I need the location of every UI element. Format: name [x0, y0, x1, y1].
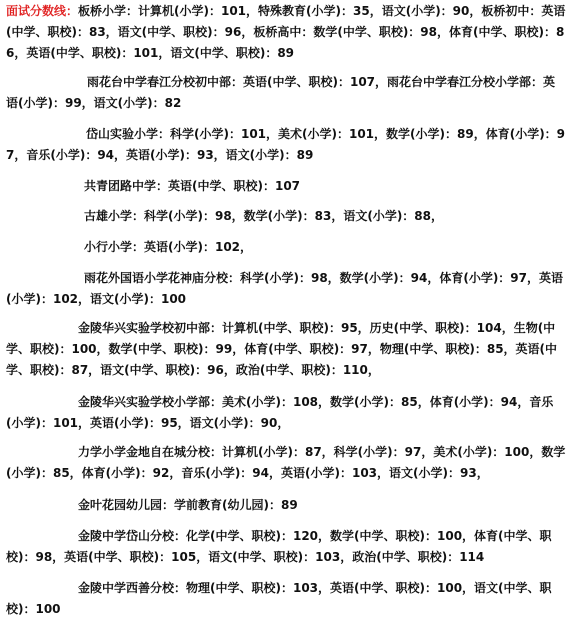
- paragraph-guxiong: 古雄小学：科学(小学)：98，数学(小学)：83，语文(小学)：88，: [84, 209, 444, 223]
- paragraph-yuhua-foreign: 雨花外国语小学花神庙分校：科学(小学)：98，数学(小学)：94，体育(小学)：97，英语(小学)：102，语文(小学)：100: [6, 271, 564, 306]
- paragraph-daishan-primary: 岱山实验小学：科学(小学)：101，美术(小学)：101，数学(小学)：89，体育(小学)：97，音乐(小学)：94，英语(小学)：93，语文(小学)：89: [6, 127, 566, 162]
- paragraph-xiaohang: 小行小学：英语(小学)：102，: [84, 240, 253, 254]
- paragraph-yuhuatai-chunjiang: 雨花台中学春江分校初中部：英语(中学、职校)：107，雨花台中学春江分校小学部：英语(小学)：99，语文(小学)：82: [6, 75, 556, 110]
- paragraph-huaxing-middle: 金陵华兴实验学校初中部：计算机(中学、职校)：95，历史(中学、职校)：104，生物(中学、职校)：100，数学(中学、职校)：99，体育(中学、职校)：97，物理(中学、职校)：85，英语(中学、职校)：87，语文(中学、职校)：96，政治(中学、职校)：110，: [6, 321, 558, 377]
- paragraph-huaxing-primary: 金陵华兴实验学校小学部：美术(小学)：108，数学(小学)：85，体育(小学)：94，音乐(小学)：101，英语(小学)：95，语文(小学)：90，: [6, 395, 554, 430]
- paragraph-gongqingtuanlu: 共青团路中学：英语(中学、职校)：107: [84, 179, 301, 193]
- paragraph-jinling-xishan: 金陵中学西善分校：物理(中学、职校)：103，英语(中学、职校)：100，语文(中学、职校)：100: [6, 581, 552, 616]
- paragraph-jinye-kindergarten: 金叶花园幼儿园：学前教育(幼儿园)：89: [78, 498, 298, 512]
- interview-score-heading: 面试分数线：: [6, 4, 79, 18]
- paragraph-lixue-jindi: 力学小学金地自在城分校：计算机(小学)：87，科学(小学)：97，美术(小学)：100，数学(小学)：85，体育(小学)：92，音乐(小学)：94，英语(小学)：103，语文(小学)：93，: [6, 445, 566, 480]
- paragraph-text: 板桥小学：计算机(小学)：101，特殊教育(小学)：35，语文(小学)：90，板桥初中：英语(中学、职校)：83，语文(中学、职校)：96，板桥高中：数学(中学、职校)：98，体育(中学、职校)：86，英语(中学、职校)：101，语文(中学、职校)：89: [6, 4, 566, 60]
- paragraph-jinling-daishan: 金陵中学岱山分校：化学(中学、职校)：120，数学(中学、职校)：100，体育(中学、职校)：98，英语(中学、职校)：105，语文(中学、职校)：103，政治(中学、职校)：114: [6, 529, 552, 564]
- paragraph-banqiao: [6, 1, 566, 64]
